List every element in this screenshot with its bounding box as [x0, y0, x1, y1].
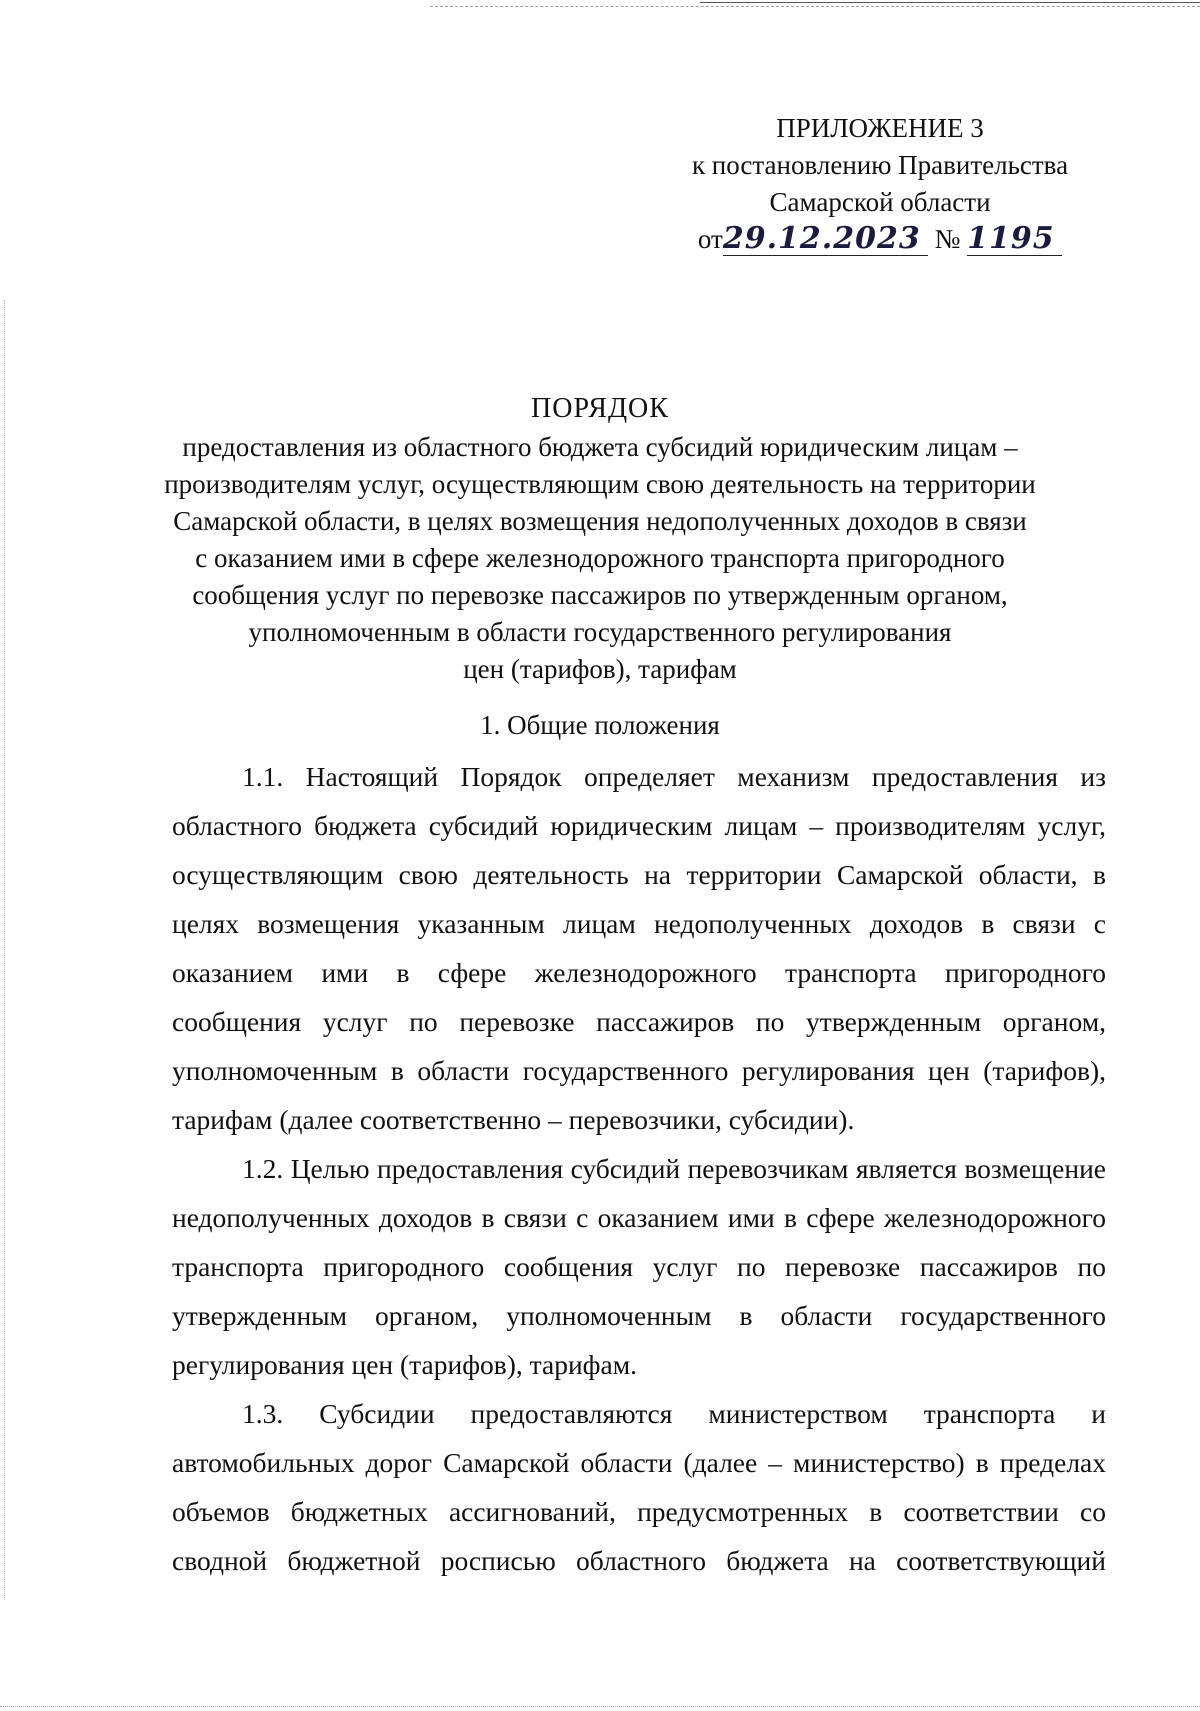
handwritten-date: 29.12.2023	[722, 221, 921, 256]
annex-header	[660, 110, 1100, 258]
number-field	[967, 223, 1062, 256]
document-title-block	[150, 390, 1050, 688]
subtitle-line: сообщения услуг по перевозке пассажиров по утвержденным органом,	[192, 580, 1008, 610]
document-body	[172, 752, 1106, 1585]
annex-line-1: к постановлению Правительства	[691, 150, 1069, 180]
scan-artifact-bottom-edge	[0, 1706, 1200, 1707]
from-label: от	[697, 224, 723, 254]
annex-line-2: Самарской области	[769, 187, 991, 217]
annex-date-line	[660, 221, 1100, 258]
section-heading: 1. Общие положения	[480, 710, 720, 740]
subtitle-line: цен (тарифов), тарифам	[463, 654, 737, 684]
scan-artifact-top-line	[700, 2, 1200, 3]
subtitle-line: Самарской области, в целях возмещения недополученных доходов в связи	[173, 506, 1027, 536]
paragraph-1-1	[172, 752, 1106, 1144]
number-label: №	[934, 224, 961, 254]
paragraph-text: 1.1. Настоящий Порядок определяет механизм предоставления из областного бюджета субсидий юридическим лицам – производителям услуг, осуществляющим свою деятельность на территории Самарской области, в целях возмещения указанным лицам недополученных доходов в связи с оказанием ими в сфере железнодорожного транспорта пригородного сообщения услуг по перевозке пассажиров по утвержденным органом, уполномоченным в области государственного регулирования цен (тарифов), тарифам (далее соответственно – перевозчики, субсидии).	[172, 761, 1106, 1135]
paragraph-text: 1.3. Субсидии предоставляются министерством транспорта и автомобильных дорог Самарской области (далее – министерство) в пределах объемов бюджетных ассигнований, предусмотренных в соответствии со сводной бюджетной росписью областного бюджета на соответствующий	[172, 1398, 1106, 1576]
date-field	[723, 223, 928, 256]
subtitle-line: предоставления из областного бюджета субсидий юридическим лицам –	[182, 432, 1018, 462]
subtitle-line: с оказанием ими в сфере железнодорожного транспорта пригородного	[195, 543, 1005, 573]
handwritten-number: 1195	[967, 221, 1055, 256]
scan-artifact-left-edge	[4, 300, 5, 1600]
paragraph-1-3	[172, 1389, 1106, 1585]
subtitle-line: производителям услуг, осуществляющим свою деятельность на территории	[164, 469, 1036, 499]
annex-title: ПРИЛОЖЕНИЕ 3	[776, 113, 984, 143]
document-title: ПОРЯДОК	[531, 393, 669, 424]
paragraph-1-2	[172, 1144, 1106, 1389]
scan-artifact-top-dashes	[430, 6, 1200, 7]
paragraph-text: 1.2. Целью предоставления субсидий перевозчикам является возмещение недополученных доходов в связи с оказанием ими в сфере железнодорожного транспорта пригородного сообщения услуг по перевозке пассажиров по утвержденным органом, уполномоченным в области государственного регулирования цен (тарифов), тарифам.	[172, 1153, 1106, 1380]
subtitle-line: уполномоченным в области государственного регулирования	[248, 617, 952, 647]
